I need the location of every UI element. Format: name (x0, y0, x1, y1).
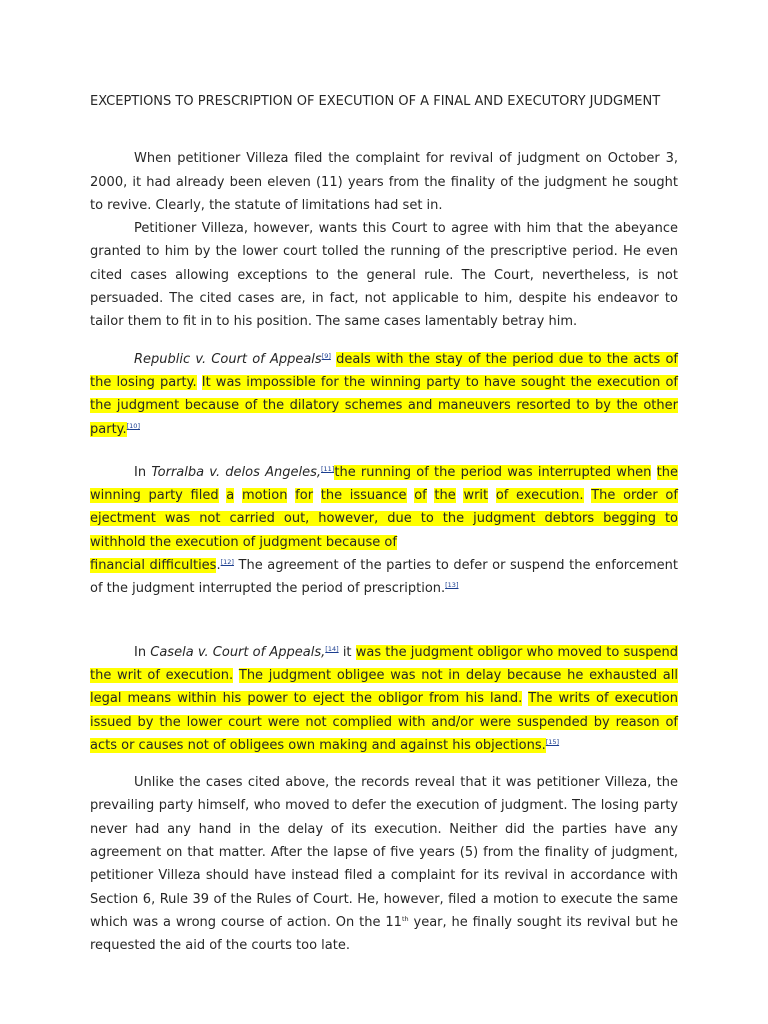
paragraph-republic-case (90, 348, 678, 441)
paragraph-casela-case: In Casela v. Court of Appeals,[14] it was the judgment obligor who moved to suspend the writ of execution. The judgment obligee was not in delay because he exhausted all legal means within his power to eject the obligor from his land. The writs of execution issued by the lower court were not complied with and/or were suspended by reason of acts or causes not of obligees own making and against his objections.[15] (90, 644, 678, 753)
ordinal-superscript: th (401, 914, 409, 923)
document-page (90, 90, 678, 958)
highlighted-text: The writs of execution issued by the lower court were not complied with and/or were suspended by reason of acts or causes not of obligees own making and against his objections. (90, 691, 678, 753)
highlighted-text: of (414, 488, 427, 504)
highlighted-text: for (295, 488, 314, 504)
paragraph-torralba-case: In Torralba v. delos Angeles,[11]the running of the period was interrupted when the winning party filed a motion for the issuance of the writ of execution. The order of ejectment was not carried out, however, due to the judgment debtors begging to withhold the execution of judgment because of financial difficulties.[12] The agreement of the parties to defer or suspend the enforcement of the judgment interrupted the period of prescription.[13] (90, 464, 679, 597)
highlighted-text: the running of the period was interrupted when (334, 464, 652, 480)
footnote-link-13[interactable]: [13] (445, 581, 459, 590)
footnote-link-14[interactable]: [14] (325, 644, 339, 653)
highlighted-text: a (226, 488, 235, 504)
highlighted-text: financial difficulties (90, 558, 217, 574)
highlighted-text: the issuance (320, 488, 407, 504)
highlighted-text: winning party filed (90, 488, 219, 504)
document-title: EXCEPTIONS TO PRESCRIPTION OF EXECUTION OF A FINAL AND EXECUTORY JUDGMENT (90, 94, 661, 109)
highlighted-text: motion (241, 488, 288, 504)
highlighted-text: the (434, 488, 456, 504)
highlighted-text: was the judgment obligor who moved to suspend the writ of execution. (90, 644, 678, 683)
highlighted-text: the (656, 464, 678, 480)
paragraph-intro: When petitioner Villeza filed the complaint for revival of judgment on October 3, 2000, it had already been eleven (11) years from the finality of the judgment he sought to revive. Clearly, the statute of limitations had set in. (90, 151, 678, 213)
highlighted-text: The order of ejectment was not carried out, however, due to the judgment debtors begging to withhold the execution of judgment because of (90, 488, 678, 550)
case-name-torralba: Torralba v. delos Angeles, (151, 464, 322, 480)
highlighted-text: It was impossible for the winning party to have sought the execution of the judgment because of the dilatory schemes and maneuvers resorted to by the other party. (90, 374, 678, 437)
highlighted-text: The judgment obligee was not in delay because he exhausted all legal means within his power to eject the obligor from his land. (90, 667, 678, 707)
footnote-link-15[interactable]: [15] (545, 737, 560, 746)
case-name-casela: Casela v. Court of Appeals, (150, 644, 326, 660)
footnote-link-10[interactable]: [10] (126, 421, 140, 430)
paragraph-conclusion: Unlike the cases cited above, the records reveal that it was petitioner Villeza, the prevailing party himself, who moved to defer the execution of judgment. The losing party never had any hand in the delay of its execution. Neither did the parties have any agreement on that matter. After the lapse of five years (5) from the finality of judgment, petitioner Villeza should have instead filed a complaint for its revival in accordance with Section 6, Rule 39 of the Rules of Court. He, however, filed a motion to execute the same which was a wrong course of action. On the 11th year, he finally sought its revival but he requested the aid of the courts too late. (90, 775, 678, 954)
highlighted-text: deals with the stay of the period due to the acts of the losing party. (90, 351, 678, 390)
footnote-link-9[interactable]: [9] (321, 351, 331, 360)
case-name-republic: Republic v. Court of Appeals (134, 351, 322, 367)
paragraph-petitioner-argument: Petitioner Villeza, however, wants this Court to agree with him that the abeyance granted to him by the lower court tolled the running of the prescriptive period. He even cited cases allowing exceptions to the general rule. The Court, nevertheless, is not persuaded. The cited cases are, in fact, not applicable to him, despite his endeavor to tailor them to fit in to his position. The same cases lamentably betray him. (90, 221, 678, 330)
highlighted-text: of execution. (495, 488, 584, 504)
footnote-link-11[interactable]: [11] (321, 464, 335, 473)
footnote-link-12[interactable]: [12] (220, 558, 234, 567)
highlighted-text: writ (463, 488, 489, 504)
